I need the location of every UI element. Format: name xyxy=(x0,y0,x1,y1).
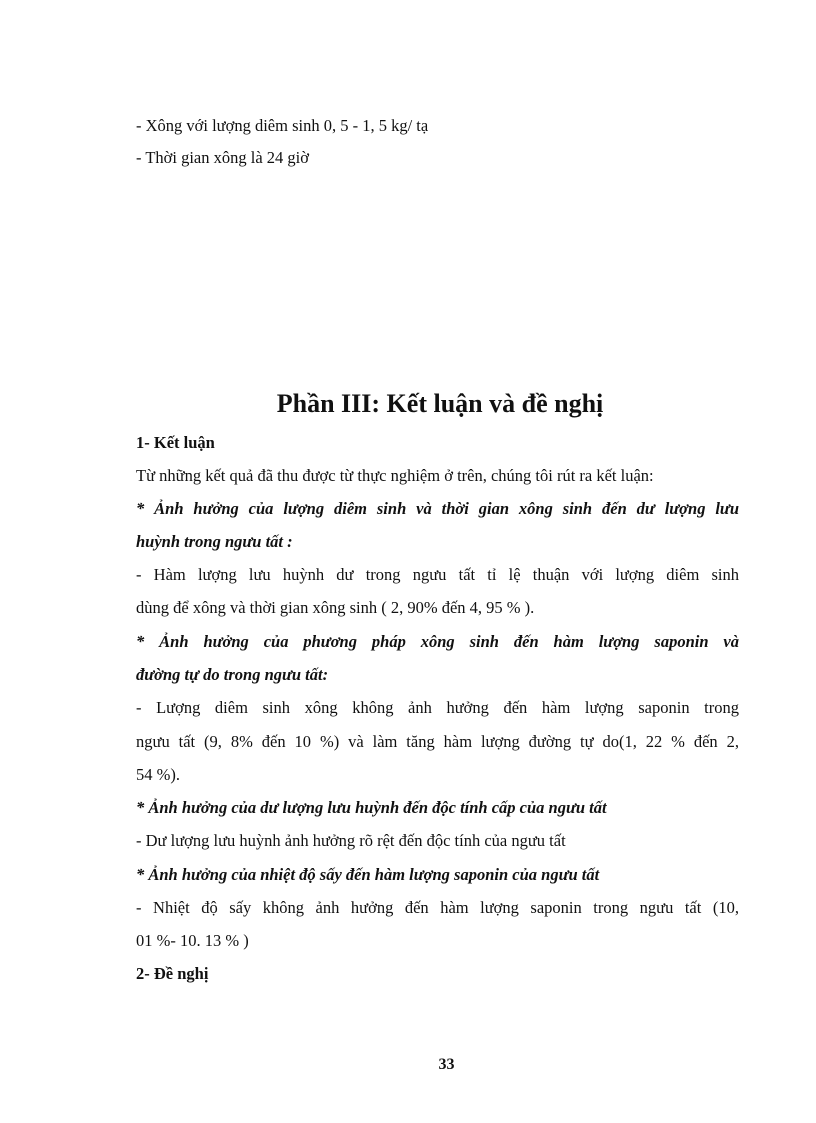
conclusion-3-body-line-1: - Dư lượng lưu huỳnh ảnh hưởng rõ rệt đến độc tính của ngưu tất xyxy=(136,831,566,850)
conclusion-1-heading-line-2: huỳnh trong ngưu tất : xyxy=(136,532,293,551)
section-title: Phần III: Kết luận và đề nghị xyxy=(276,389,604,418)
conclusion-2-heading-line-1: * Ảnh hưởng của phương pháp xông sinh đến hàm lượng saponin và xyxy=(136,632,739,651)
page-number: 33 xyxy=(438,1056,455,1073)
conclusion-2-heading-line-2: đường tự do trong ngưu tất: xyxy=(136,665,329,684)
top-line-1: - Xông với lượng diêm sinh 0, 5 - 1, 5 kg/ tạ xyxy=(136,116,429,135)
subsection-1-title: 1- Kết luận xyxy=(136,433,215,452)
top-line-2: - Thời gian xông là 24 giờ xyxy=(136,148,309,167)
conclusion-4-body-line-1: - Nhiệt độ sấy không ảnh hưởng đến hàm lượng saponin trong ngưu tất (10, xyxy=(136,898,739,917)
conclusion-2-body-line-3: 54 %). xyxy=(136,765,180,784)
conclusion-1-body-line-1: - Hàm lượng lưu huỳnh dư trong ngưu tất tỉ lệ thuận với lượng diêm sinh xyxy=(136,565,739,584)
conclusion-1-heading-line-1: * Ảnh hưởng của lượng diêm sinh và thời gian xông sinh đến dư lượng lưu xyxy=(136,499,739,518)
conclusion-4-heading: * Ảnh hưởng của nhiệt độ sấy đến hàm lượng saponin của ngưu tất xyxy=(136,865,600,884)
subsection-2-title: 2- Đề nghị xyxy=(136,964,209,983)
intro-paragraph: Từ những kết quả đã thu được từ thực nghiệm ở trên, chúng tôi rút ra kết luận: xyxy=(136,466,654,485)
conclusion-3-heading: * Ảnh hưởng của dư lượng lưu huỳnh đến độc tính cấp của ngưu tất xyxy=(136,798,607,817)
conclusion-2-body-line-1: - Lượng diêm sinh xông không ảnh hưởng đến hàm lượng saponin trong xyxy=(136,698,739,717)
conclusion-4-body-line-2: 01 %- 10. 13 % ) xyxy=(136,931,249,950)
conclusion-1-body-line-2: dùng để xông và thời gian xông sinh ( 2, 90% đến 4, 95 % ). xyxy=(136,598,535,617)
conclusion-2-body-line-2: ngưu tất (9, 8% đến 10 %) và làm tăng hàm lượng đường tự do(1, 22 % đến 2, xyxy=(136,732,739,751)
